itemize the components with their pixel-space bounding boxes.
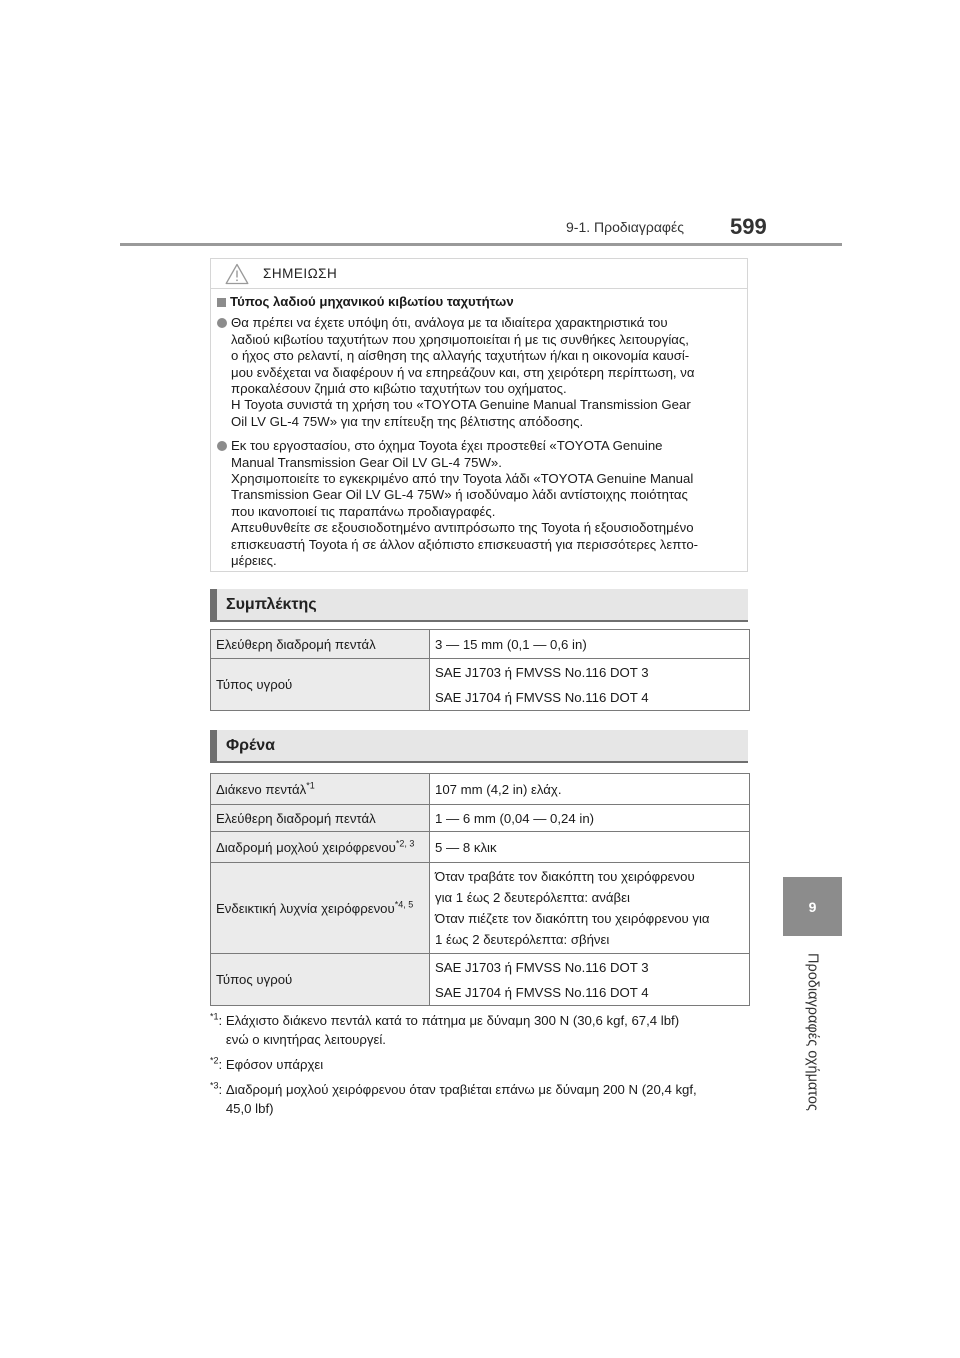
chapter-tab <box>783 877 842 936</box>
footnote-ref: *4, 5 <box>394 899 414 910</box>
footnote-mark: *1 <box>210 1011 219 1022</box>
notice-header <box>211 259 747 289</box>
notice-bullet <box>217 315 739 430</box>
spec-value <box>430 805 750 832</box>
notice-line: Oil LV GL-4 75W» για την επίτευξη της βέλτιστης απόδοσης. <box>231 413 584 429</box>
notice-line: μου ενδέχεται να διαφέρουν ή να επηρεάζουν και, στη χειρότερη περίπτωση, να <box>231 364 695 380</box>
spec-value-line: για 1 έως 2 δευτερόλεπτα: ανάβει <box>435 890 630 905</box>
brakes-section-heading <box>210 730 748 763</box>
notice-line: λαδιού κιβωτίου ταχυτήτων που χρησιμοποιείται ή με τις συνθήκες λειτουργίας, <box>231 331 689 347</box>
spec-label: Τύπος υγρού <box>211 659 430 711</box>
spec-label: Ελεύθερη διαδρομή πεντάλ <box>211 630 430 659</box>
spec-value-line: SAE J1704 ή FMVSS No.116 DOT 4 <box>435 689 649 705</box>
spec-value-line: 107 mm (4,2 in) ελάχ. <box>435 781 562 797</box>
chapter-side-label <box>783 944 842 1119</box>
footnote-line: Εφόσον υπάρχει <box>225 1057 324 1072</box>
footnote-mark: *3 <box>210 1080 219 1091</box>
spec-label: Τύπος υγρού <box>211 954 430 1006</box>
clutch-title: Συμπλέκτης <box>226 595 317 613</box>
table-row <box>211 630 750 659</box>
notice-line: Η Toyota συνιστά τη χρήση του «TOYOTA Genuine Manual Transmission Gear <box>231 397 691 413</box>
footnote-ref: *1 <box>306 780 315 791</box>
round-bullet-icon <box>217 441 227 451</box>
square-bullet-icon <box>217 298 226 307</box>
notice-box <box>210 258 748 572</box>
notice-subheading-text: Τύπος λαδιού μηχανικού κιβωτίου ταχυτήτων <box>230 294 514 309</box>
spec-value <box>430 630 750 659</box>
notice-body <box>211 289 747 570</box>
notice-line: μέρειες. <box>231 553 277 569</box>
notice-bullet <box>217 438 739 569</box>
section-title: 9-1. Προδιαγραφές <box>566 219 684 235</box>
spec-value-line: Όταν πιέζετε τον διακόπτη του χειρόφρενου για <box>435 911 710 926</box>
spec-value-line: 3 — 15 mm (0,1 — 0,6 in) <box>435 636 587 652</box>
spec-value <box>430 659 750 711</box>
brakes-title: Φρένα <box>226 736 275 754</box>
footnote-line: Ελάχιστο διάκενο πεντάλ κατά το πάτημα με δύναμη 300 N (30,6 kgf, 67,4 lbf) <box>225 1013 680 1028</box>
table-row <box>211 659 750 711</box>
heading-bar <box>210 589 217 620</box>
notice-line: Transmission Gear Oil LV GL-4 75W» ή ισοδύναμο λάδι αντίστοιχης ποιότητας <box>231 487 688 503</box>
notice-line: προκαλέσουν ζημιά στο κιβώτιο ταχυτήτων του οχήματος. <box>231 381 567 397</box>
spec-label: Διαδρομή μοχλού χειρόφρενου$^{*2, 3}$ <box>211 832 430 863</box>
footnote: $^{*3}$: Διαδρομή μοχλού χειρόφρενου όταν τραβιέται επάνω με δύναμη 200 N (20,4 kgf, 45,0 lbf) <box>210 1080 697 1116</box>
footnote: $^{*2}$: Εφόσον υπάρχει <box>210 1055 324 1072</box>
footnote-line: Διαδρομή μοχλού χειρόφρενου όταν τραβιέται επάνω με δύναμη 200 N (20,4 kgf, <box>225 1082 697 1097</box>
footnote-line: 45,0 lbf) <box>225 1101 274 1116</box>
spec-value <box>430 774 750 805</box>
spec-value-line: 1 — 6 mm (0,04 — 0,24 in) <box>435 810 595 826</box>
footnote: $^{*1}$: Ελάχιστο διάκενο πεντάλ κατά το πάτημα με δύναμη 300 N (30,6 kgf, 67,4 lbf) ενώ ο κινητήρας λειτουργεί. <box>210 1011 680 1047</box>
notice-title: ΣΗΜΕΙΩΣΗ <box>263 266 338 281</box>
notice-line: Χρησιμοποιείτε το εγκεκριμένο από την Toyota λάδι «TOYOTA Genuine Manual <box>231 471 694 487</box>
spec-value <box>430 832 750 863</box>
clutch-section-heading <box>210 589 748 622</box>
table-row <box>211 954 750 1006</box>
spec-label: Ελεύθερη διαδρομή πεντάλ <box>211 805 430 832</box>
notice-line: Θα πρέπει να έχετε υπόψη ότι, ανάλογα με τα ιδιαίτερα χαρακτηριστικά του <box>231 315 668 331</box>
spec-value-line: Όταν τραβάτε τον διακόπτη του χειρόφρενου <box>435 869 695 884</box>
heading-bar <box>210 730 217 761</box>
chapter-number: 9 <box>808 898 817 915</box>
notice-line: Manual Transmission Gear Oil LV GL-4 75W». <box>231 454 502 470</box>
header-divider <box>120 243 842 246</box>
table-row <box>211 805 750 832</box>
spec-value-line: SAE J1703 ή FMVSS No.116 DOT 3 <box>435 664 649 680</box>
round-bullet-icon <box>217 318 227 328</box>
page-number: 599 <box>730 214 767 239</box>
warning-triangle-icon <box>225 263 249 285</box>
table-row <box>211 774 750 805</box>
footnotes <box>210 1011 750 1124</box>
spec-value <box>430 863 750 954</box>
clutch-table <box>210 629 750 711</box>
spec-value-line: SAE J1704 ή FMVSS No.116 DOT 4 <box>435 984 649 1000</box>
footnote-mark: *2 <box>210 1055 219 1066</box>
notice-line: που ικανοποιεί τις παραπάνω προδιαγραφές. <box>231 503 496 519</box>
notice-line: επισκευαστή Toyota ή σε άλλον αξιόπιστο επισκευαστή για περισσότερες λεπτο- <box>231 536 699 552</box>
spec-label: Διάκενο πεντάλ$^{*1}$ <box>211 774 430 805</box>
spec-value-line: 1 έως 2 δευτερόλεπτα: σβήνει <box>435 932 610 947</box>
chapter-title: Προδιαγραφές οχήματος <box>804 952 821 1111</box>
table-row <box>211 832 750 863</box>
notice-line: Απευθυνθείτε σε εξουσιοδοτημένο αντιπρόσωπο της Toyota ή εξουσιοδοτημένο <box>231 520 694 536</box>
footnote-line: ενώ ο κινητήρας λειτουργεί. <box>225 1032 386 1047</box>
brakes-table <box>210 773 750 1006</box>
footnote-ref: *2, 3 <box>395 838 415 849</box>
spec-value-line: SAE J1703 ή FMVSS No.116 DOT 3 <box>435 959 649 975</box>
notice-line: Εκ του εργοστασίου, στο όχημα Toyota έχει προστεθεί «TOYOTA Genuine <box>231 438 663 454</box>
spec-label: Ενδεικτική λυχνία χειρόφρενου$^{*4, 5}$ <box>211 863 430 954</box>
table-row <box>211 863 750 954</box>
spec-value-line: 5 — 8 κλικ <box>435 839 497 855</box>
notice-subheading <box>217 294 739 310</box>
notice-line: ο ήχος στο ρελαντί, η αίσθηση της αλλαγής ταχυτήτων ή/και η οικονομία καυσί- <box>231 348 690 364</box>
spec-value <box>430 954 750 1006</box>
